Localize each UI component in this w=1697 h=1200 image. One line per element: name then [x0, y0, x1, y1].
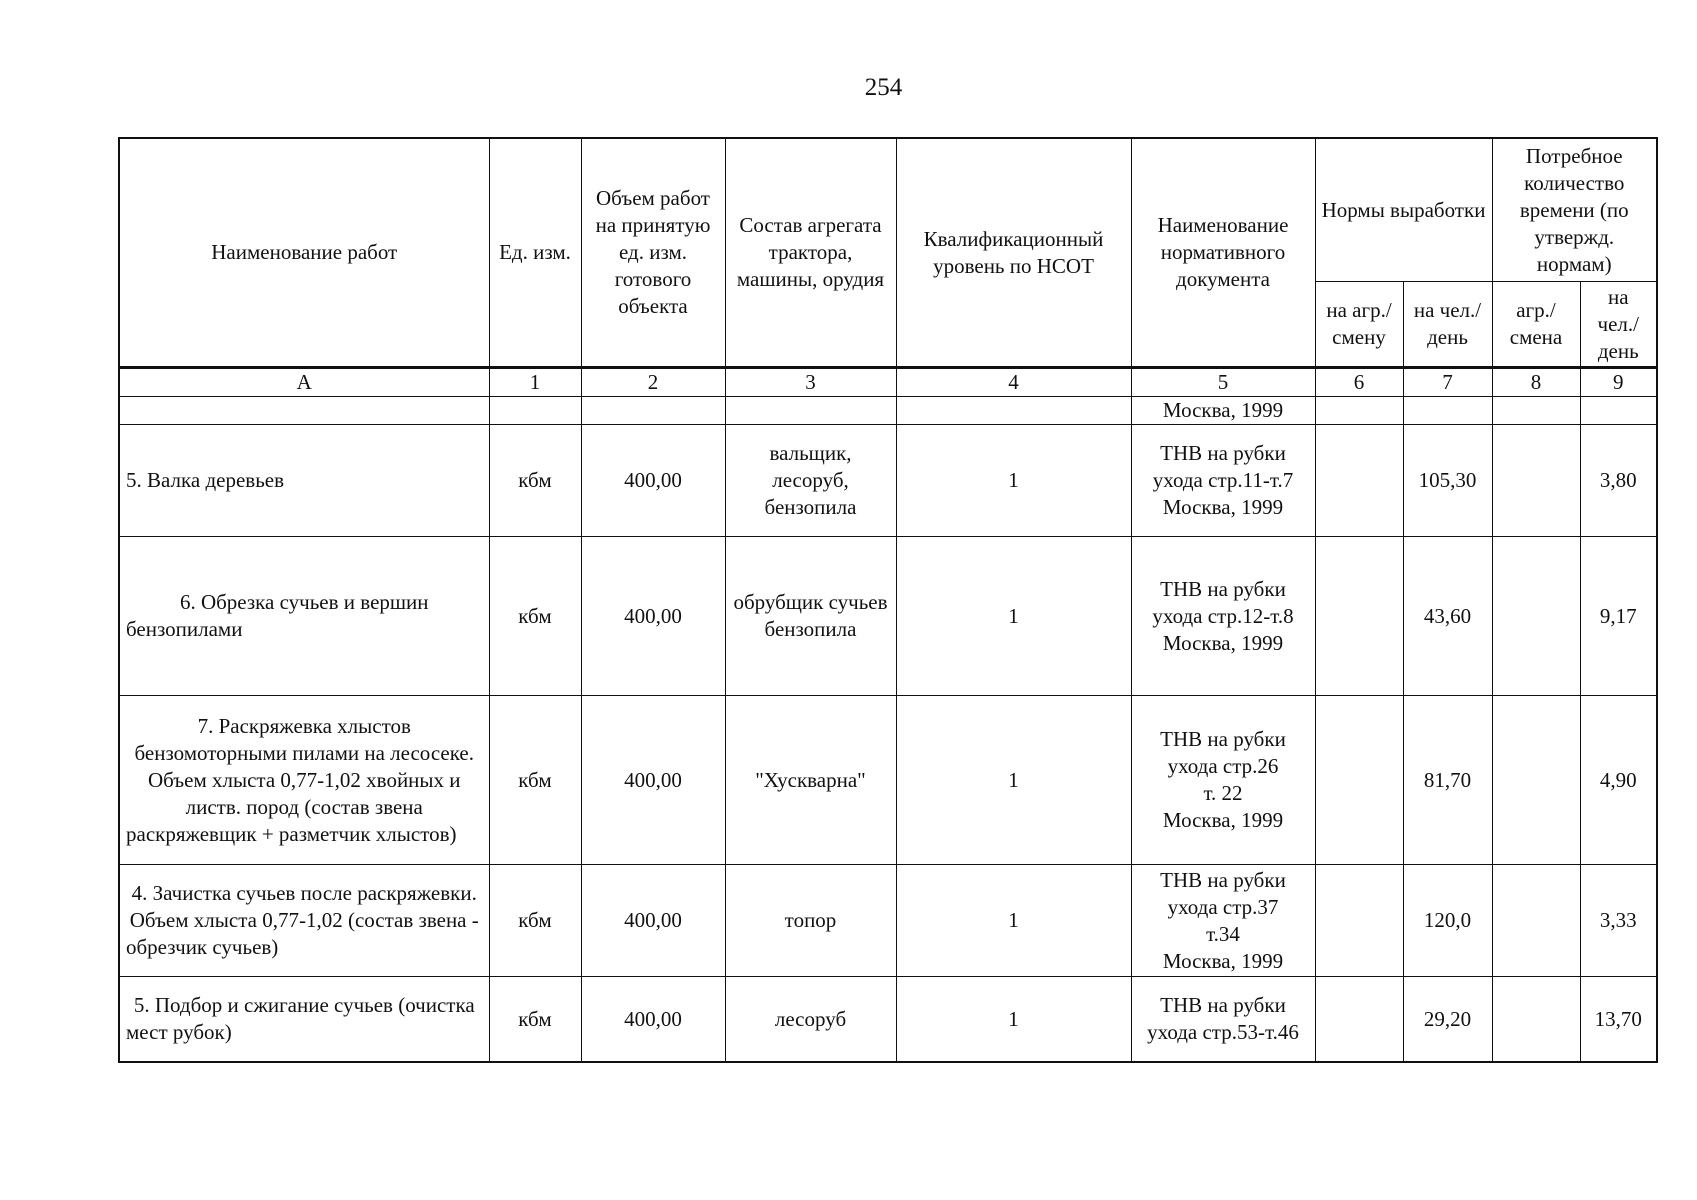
volume: 400,00 — [581, 696, 725, 865]
time-per-day: 4,90 — [1580, 696, 1657, 865]
header-document: Наименование нормативного документа — [1131, 138, 1315, 368]
aggregate: вальщик, лесоруб, бензопила — [725, 425, 896, 537]
norm-per-shift — [1315, 977, 1403, 1063]
normative-document: ТНВ на рубки ухода стр.37 т.34 Москва, 1999 — [1131, 865, 1315, 977]
norm-per-day: 81,70 — [1403, 696, 1492, 865]
work-name: 5. Подбор и сжигание сучьев (очистка мест рубок) — [119, 977, 489, 1063]
header-volume: Объем работ на принятую ед. изм. готового объекта — [581, 138, 725, 368]
column-index-row — [119, 368, 1657, 397]
time-per-shift — [1492, 977, 1580, 1063]
table-row — [119, 537, 1657, 696]
table-cell — [1492, 397, 1580, 425]
time-per-shift — [1492, 696, 1580, 865]
norm-per-shift — [1315, 696, 1403, 865]
norm-per-day: 29,20 — [1403, 977, 1492, 1063]
column-index: А — [119, 368, 489, 397]
work-name: 5. Валка деревьев — [119, 425, 489, 537]
column-index: 8 — [1492, 368, 1580, 397]
norm-per-shift — [1315, 865, 1403, 977]
normative-document: ТНВ на рубки ухода стр.53-т.46 — [1131, 977, 1315, 1063]
work-name: 6. Обрезка сучьев и вершин бензопилами — [119, 537, 489, 696]
work-name: 4. Зачистка сучьев после раскряжевки. Объем хлыста 0,77-1,02 (состав звена - обрезчик сучьев) — [119, 865, 489, 977]
qualification: 1 — [896, 977, 1131, 1063]
time-per-shift — [1492, 425, 1580, 537]
time-per-day: 3,33 — [1580, 865, 1657, 977]
header-row — [119, 138, 1657, 282]
work-name: 7. Раскряжевка хлыстов бензомоторными пилами на лесосеке. Объем хлыста 0,77-1,02 хвойных и листв. пород (состав звена раскряжевщик + разметчик хлыстов) — [119, 696, 489, 865]
aggregate: лесоруб — [725, 977, 896, 1063]
qualification: 1 — [896, 537, 1131, 696]
table-cell — [1580, 397, 1657, 425]
volume: 400,00 — [581, 865, 725, 977]
qualification: 1 — [896, 425, 1131, 537]
work-norms-table — [118, 137, 1658, 1063]
column-index: 6 — [1315, 368, 1403, 397]
header-time-per-day: на чел./ день — [1580, 282, 1657, 368]
time-per-shift — [1492, 865, 1580, 977]
aggregate: "Хускварна" — [725, 696, 896, 865]
unit: кбм — [489, 696, 581, 865]
time-per-shift — [1492, 537, 1580, 696]
header-work: Наименование работ — [119, 138, 489, 368]
norm-per-day: 120,0 — [1403, 865, 1492, 977]
qualification: 1 — [896, 865, 1131, 977]
column-index: 7 — [1403, 368, 1492, 397]
header-unit: Ед. изм. — [489, 138, 581, 368]
column-index: 2 — [581, 368, 725, 397]
table-cell — [581, 397, 725, 425]
continuation-row — [119, 397, 1657, 425]
volume: 400,00 — [581, 425, 725, 537]
normative-document: ТНВ на рубки ухода стр.12-т.8 Москва, 1999 — [1131, 537, 1315, 696]
column-index: 4 — [896, 368, 1131, 397]
unit: кбм — [489, 865, 581, 977]
table-row — [119, 696, 1657, 865]
table-row — [119, 865, 1657, 977]
norm-per-day: 105,30 — [1403, 425, 1492, 537]
header-aggregate: Состав агрегата трактора, машины, орудия — [725, 138, 896, 368]
normative-document: ТНВ на рубки ухода стр.11-т.7 Москва, 1999 — [1131, 425, 1315, 537]
normative-document: ТНВ на рубки ухода стр.26 т. 22 Москва, 1999 — [1131, 696, 1315, 865]
page-number: 254 — [864, 74, 903, 101]
qualification: 1 — [896, 696, 1131, 865]
header-norms-per-day: на чел./ день — [1403, 282, 1492, 368]
volume: 400,00 — [581, 977, 725, 1063]
norm-per-day: 43,60 — [1403, 537, 1492, 696]
time-per-day: 9,17 — [1580, 537, 1657, 696]
unit: кбм — [489, 537, 581, 696]
norm-per-shift — [1315, 537, 1403, 696]
table-cell — [896, 397, 1131, 425]
time-per-day: 13,70 — [1580, 977, 1657, 1063]
table-row — [119, 977, 1657, 1063]
header-norms: Нормы выработки — [1315, 138, 1492, 282]
continuation-document: Москва, 1999 — [1131, 397, 1315, 425]
unit: кбм — [489, 977, 581, 1063]
table-row — [119, 425, 1657, 537]
header-time-per-shift: агр./ смена — [1492, 282, 1580, 368]
column-index: 5 — [1131, 368, 1315, 397]
volume: 400,00 — [581, 537, 725, 696]
header-qualification: Квалификационный уровень по НСОТ — [896, 138, 1131, 368]
header-time: Потребное количество времени (по утвержд. нормам) — [1492, 138, 1657, 282]
column-index: 3 — [725, 368, 896, 397]
column-index: 9 — [1580, 368, 1657, 397]
aggregate: топор — [725, 865, 896, 977]
table-cell — [1403, 397, 1492, 425]
table-cell — [1315, 397, 1403, 425]
aggregate: обрубщик сучьев бензопила — [725, 537, 896, 696]
column-index: 1 — [489, 368, 581, 397]
table-cell — [119, 397, 489, 425]
unit: кбм — [489, 425, 581, 537]
time-per-day: 3,80 — [1580, 425, 1657, 537]
table-cell — [725, 397, 896, 425]
table-cell — [489, 397, 581, 425]
header-norms-per-shift: на агр./ смену — [1315, 282, 1403, 368]
norm-per-shift — [1315, 425, 1403, 537]
